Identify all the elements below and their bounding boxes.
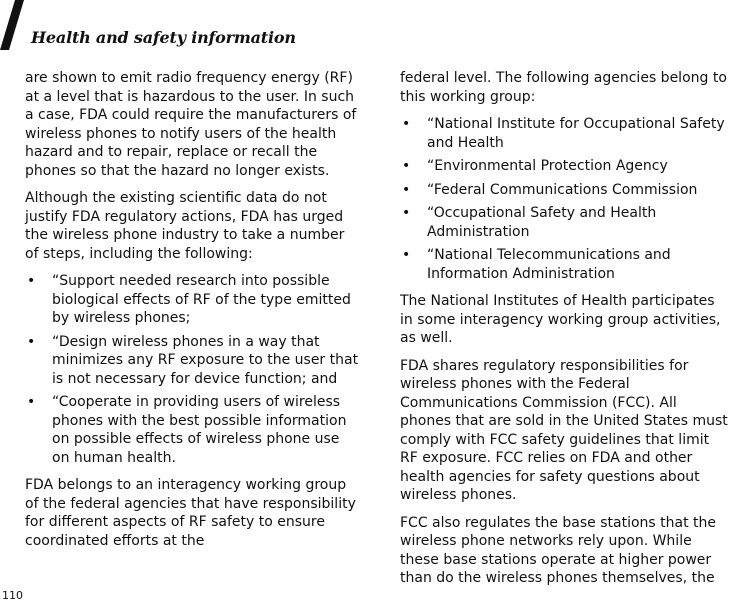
list-item-text: “Federal Communications Commission: [427, 181, 698, 198]
list-item: [400, 157, 729, 176]
list-item: [400, 246, 729, 283]
bullet-marker: •: [402, 205, 411, 221]
list-item-text: “Occupational Safety and Health Administration: [427, 205, 657, 240]
list-item: [25, 333, 359, 389]
left-column: [25, 69, 359, 559]
bullet-marker: •: [402, 247, 411, 263]
list-item: [25, 272, 359, 328]
page-header-title: Health and safety information: [31, 28, 296, 47]
list-item: [25, 393, 359, 467]
bullet-marker: •: [27, 394, 36, 410]
right-paragraph-4: FCC also regulates the base stations that the wireless phone networks rely upon. While these base stations operate at higher power than do the wireless phones themselves, the: [400, 514, 716, 586]
bullet-marker: •: [27, 333, 36, 350]
left-paragraph-2: Although the existing scientific data do not justify FDA regulatory actions, FDA has urged the wireless phone industry to take a number of steps, including the following:: [25, 190, 345, 262]
right-column: [400, 69, 729, 597]
list-item-text: “Cooperate in providing users of wireless phones with the best possible information on possible effects of wireless phone use on human health.: [52, 394, 347, 466]
left-paragraph-1: are shown to emit radio frequency energy (RF) at a level that is hazardous to the user. In such a case, FDA could require the manufacturers of wireless phones to notify users of the health hazard and to repair, replace or recall the phones so that the hazard no longer exists.: [25, 70, 357, 179]
bullet-marker: •: [402, 181, 411, 198]
list-item-text: “National Telecommunications and Information Administration: [427, 247, 671, 282]
page-number: 110: [2, 589, 23, 602]
list-item: [400, 204, 729, 241]
list-item: [400, 115, 729, 152]
fda-steps-list: [25, 272, 359, 467]
left-paragraph-3: FDA belongs to an interagency working group of the federal agencies that have responsibility for different aspects of RF safety to ensure coordinated efforts at the: [25, 477, 356, 549]
right-paragraph-2: The National Institutes of Health participates in some interagency working group activities, as well.: [400, 293, 721, 346]
list-item-text: “Design wireless phones in a way that minimizes any RF exposure to the user that is not necessary for device function; and: [52, 333, 359, 387]
list-item-text: “National Institute for Occupational Safety and Health: [427, 116, 725, 151]
agencies-list: [400, 115, 729, 283]
header-bar-decoration: [0, 0, 24, 50]
bullet-marker: •: [402, 116, 411, 132]
right-paragraph-3: FDA shares regulatory responsibilities for wireless phones with the Federal Communications Commission (FCC). All phones that are sold in the United States must comply with FCC safety guidelines that limit RF exposure. FCC relies on FDA and other health agencies for safety questions about wireless phones.: [400, 357, 728, 503]
list-item-text: “Support needed research into possible biological effects of RF of the type emitted by wireless phones;: [52, 273, 351, 326]
list-item: [400, 181, 729, 200]
right-paragraph-1: federal level. The following agencies belong to this working group:: [400, 70, 727, 105]
bullet-marker: •: [27, 273, 36, 289]
bullet-marker: •: [402, 158, 411, 174]
list-item-text: “Environmental Protection Agency: [427, 158, 668, 174]
